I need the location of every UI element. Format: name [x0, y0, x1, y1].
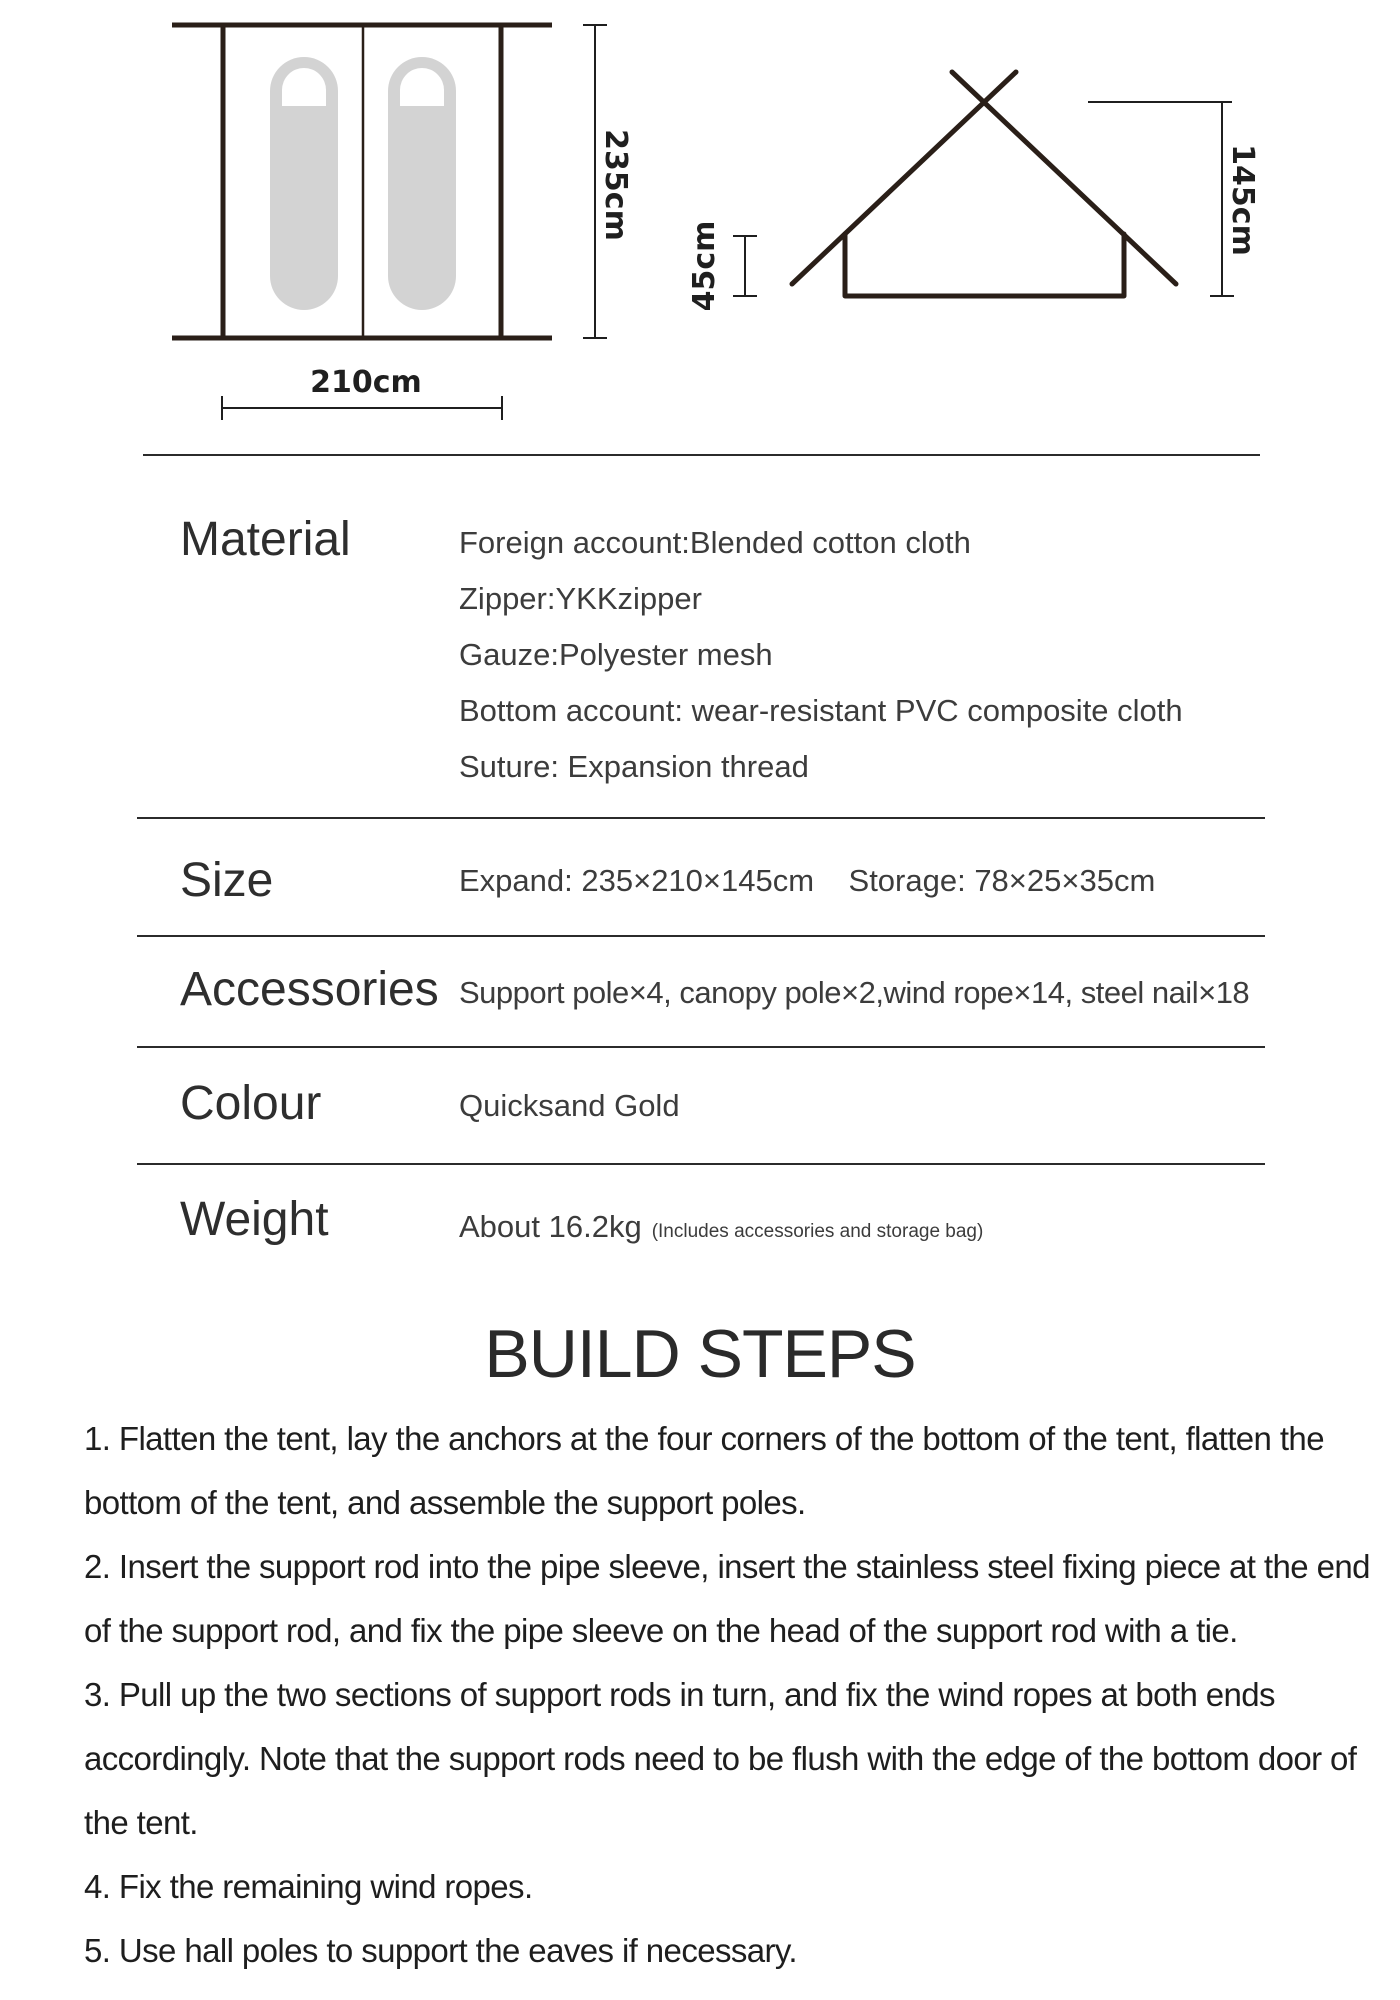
- floor-plan-view: [172, 25, 552, 338]
- build-step: 2. Insert the support rod into the pipe sleeve, insert the stainless steel fixing piece at the end of the support rod, and fix the pipe sleeve on the head of the support rod with a tie.: [84, 1548, 1370, 1649]
- colour-label: Colour: [180, 1077, 322, 1130]
- sleeping-bag-right: [388, 57, 456, 310]
- size-label: Size: [180, 854, 274, 907]
- accessories-label: Accessories: [180, 963, 439, 1016]
- build-step: 1. Flatten the tent, lay the anchors at the four corners of the bottom of the tent, flatten the bottom of the tent, and assemble the support poles.: [84, 1420, 1324, 1521]
- width-label: 210cm: [310, 365, 422, 400]
- wall-height-label: 45cm: [687, 220, 722, 312]
- diagram-divider: [143, 454, 1260, 456]
- colour-value: Quicksand Gold: [459, 1088, 680, 1123]
- table-divider: [137, 1163, 1265, 1165]
- material-label: Material: [180, 513, 351, 566]
- material-line-1: Foreign account:Blended cotton cloth: [459, 525, 971, 560]
- length-label: 235cm: [598, 129, 633, 241]
- size-value: Expand: 235×210×145cm Storage: 78×25×35cm: [459, 863, 1156, 898]
- build-step: 3. Pull up the two sections of support rods in turn, and fix the wind ropes at both ends accordingly. Note that the support rods need to be flush with the edge of the bottom door of the tent.: [84, 1676, 1357, 1841]
- side-profile-view: [792, 72, 1176, 296]
- total-height-label: 145cm: [1225, 144, 1260, 256]
- weight-note: (Includes accessories and storage bag): [651, 1221, 984, 1242]
- wall-height-marker: [733, 236, 757, 296]
- table-divider: [137, 935, 1265, 937]
- build-step: 4. Fix the remaining wind ropes.: [84, 1868, 533, 1905]
- tent-dimension-diagram: [0, 0, 1400, 440]
- weight-label: Weight: [180, 1193, 329, 1246]
- weight-value: About 16.2kg: [459, 1209, 642, 1244]
- weight-row: [459, 1208, 983, 1245]
- material-line-3: Gauze:Polyester mesh: [459, 637, 773, 672]
- build-steps-list: [84, 1407, 1374, 1983]
- material-line-5: Suture: Expansion thread: [459, 749, 809, 784]
- table-divider: [137, 817, 1265, 819]
- sleeping-bag-left: [270, 57, 338, 310]
- build-steps-title: BUILD STEPS: [484, 1316, 916, 1392]
- build-step: 5. Use hall poles to support the eaves if necessary.: [84, 1932, 797, 1969]
- material-line-4: Bottom account: wear-resistant PVC composite cloth: [459, 693, 1183, 728]
- accessories-value: Support pole×4, canopy pole×2,wind rope×14, steel nail×18: [459, 975, 1250, 1010]
- table-divider: [137, 1046, 1265, 1048]
- material-line-2: Zipper:YKKzipper: [459, 581, 702, 616]
